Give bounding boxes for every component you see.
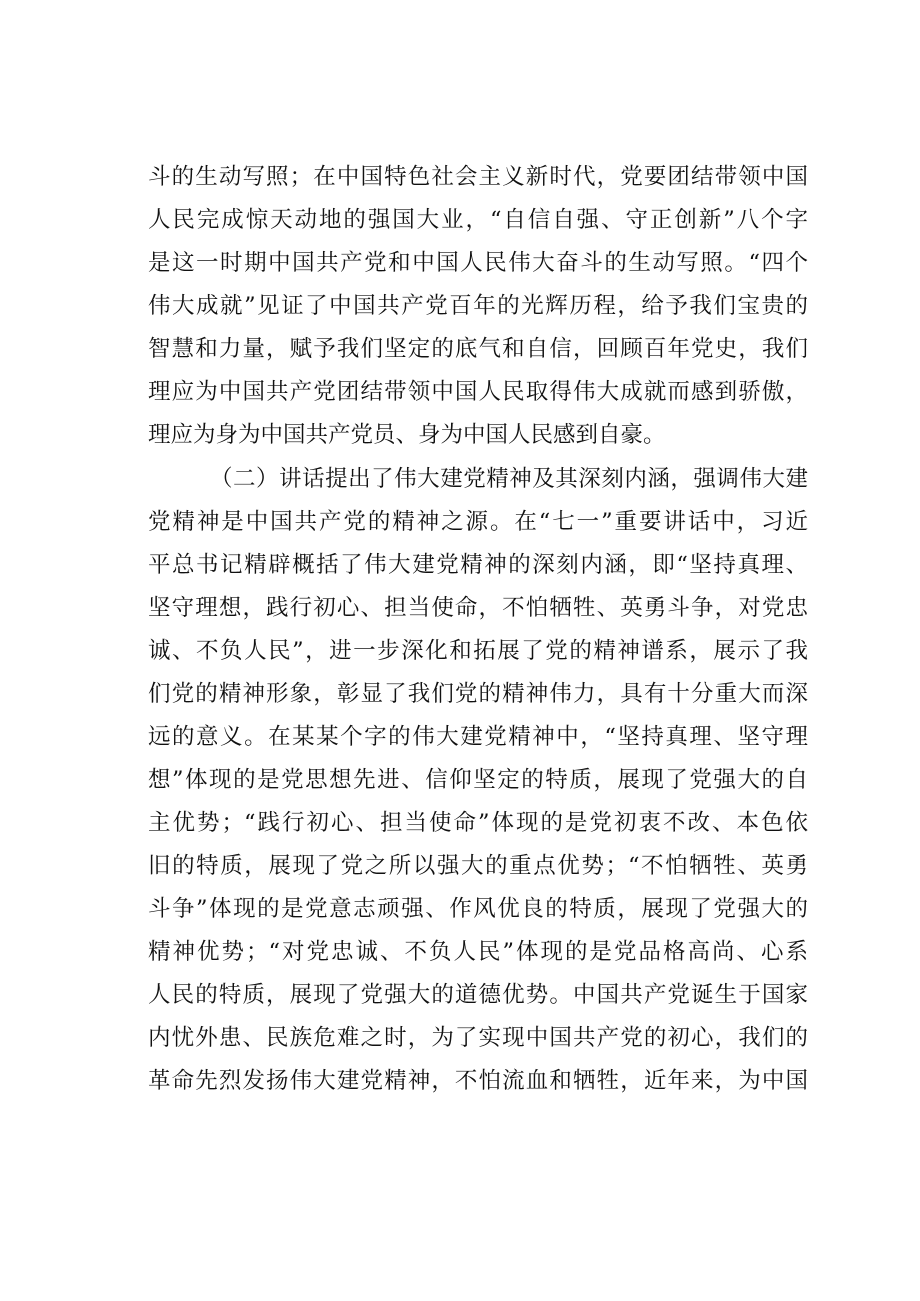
text-line: 精神优势；“对党忠诚、不负人民”体现的是党品格高尚、心系 — [148, 939, 808, 965]
text-line: 远的意义。在某某个字的伟大建党精神中，“坚持真理、坚守理 — [148, 724, 808, 750]
text-line: 是这一时期中国共产党和中国人民伟大奋斗的生动写照。“四个 — [148, 250, 808, 276]
text-line: 斗的生动写照；在中国特色社会主义新时代，党要团结带领中国 — [148, 164, 808, 190]
text-line: 伟大成就”见证了中国共产党百年的光辉历程，给予我们宝贵的 — [148, 293, 808, 319]
text-line: 人民完成惊天动地的强国大业，“自信自强、守正创新”八个字 — [148, 207, 808, 233]
text-line: 旧的特质，展现了党之所以强大的重点优势；“不怕牺牲、英勇 — [148, 853, 808, 879]
text-line: 们党的精神形象，彰显了我们党的精神伟力，具有十分重大而深 — [148, 681, 808, 707]
text-line: 人民的特质，展现了党强大的道德优势。中国共产党诞生于国家 — [148, 982, 808, 1008]
text-line: 理应为身为中国共产党员、身为中国人民感到自豪。 — [148, 422, 666, 448]
text-line: 想”体现的是党思想先进、信仰坚定的特质，展现了党强大的自 — [148, 767, 808, 793]
text-line: 诚、不负人民”，进一步深化和拓展了党的精神谱系，展示了我 — [148, 638, 808, 664]
paragraph-start-line: （二）讲话提出了伟大建党精神及其深刻内涵，强调伟大建 — [210, 466, 808, 492]
text-line: 智慧和力量，赋予我们坚定的底气和自信，回顾百年党史，我们 — [148, 336, 808, 362]
text-line: 平总书记精辟概括了伟大建党精神的深刻内涵，即“坚持真理、 — [148, 552, 808, 578]
text-line: 斗争”体现的是党意志顽强、作风优良的特质，展现了党强大的 — [148, 896, 808, 922]
text-line: 主优势；“践行初心、担当使命”体现的是党初衷不改、本色依 — [148, 810, 808, 836]
text-line: 革命先烈发扬伟大建党精神，不怕流血和牺牲，近年来，为中国 — [148, 1068, 808, 1094]
text-line: 内忧外患、民族危难之时，为了实现中国共产党的初心，我们的 — [148, 1025, 808, 1051]
text-line: 理应为中国共产党团结带领中国人民取得伟大成就而感到骄傲， — [148, 379, 808, 405]
text-line: 坚守理想，践行初心、担当使命，不怕牺牲、英勇斗争，对党忠 — [148, 595, 808, 621]
text-line: 党精神是中国共产党的精神之源。在“七一”重要讲话中，习近 — [148, 509, 808, 535]
